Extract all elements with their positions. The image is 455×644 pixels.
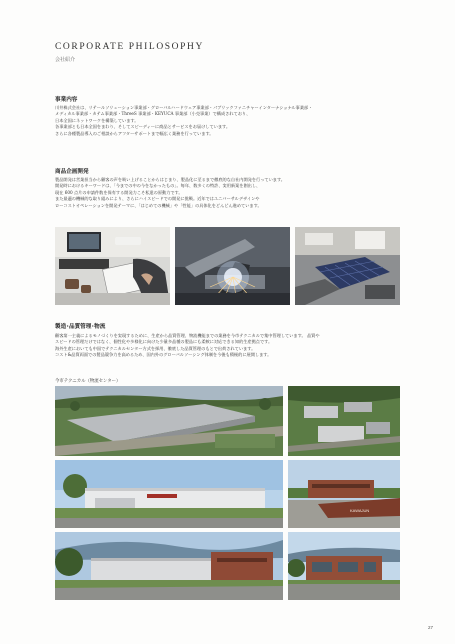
photo-caption: 今市テクニカル（物流センター） xyxy=(55,379,121,384)
section-body-product-development xyxy=(55,177,400,209)
photo-facility-aerial xyxy=(288,386,400,456)
section-heading-manufacturing: 製造･品質管理･物流 xyxy=(55,324,106,330)
body-line: さらに各種製品導入のご相談からアフターサポートまで幅広く業務を行っています。 xyxy=(55,130,214,136)
page-number: 27 xyxy=(428,625,434,630)
body-line: 顧客第一主義によるモノづくりを実現するために、生産から品質管理、物流機能までの業務を今市テクニカルで集中管理しています。 品質や xyxy=(55,333,320,338)
body-line: スピードの管理だけではなく、個性化や多様化に向けた少量多品種の製品にも柔軟に対応できる知的生産拠点です。 xyxy=(55,339,273,345)
photo-warehouse-front xyxy=(55,460,283,528)
body-line: 製品開発は営業担当から顧客の声を吸い上げることからはじまり、製品化に至るまで徹底的な自社内開発を行っています。 xyxy=(55,177,285,182)
photo-prototype-parts xyxy=(295,227,400,305)
body-line: コスト&品質両面での製品競争力を高めるため、国内外のグローバルソーシング体制を今後も積極的に展開します。 xyxy=(55,352,272,358)
photo-brick-building xyxy=(288,460,400,528)
photo-design-workspace xyxy=(55,227,170,305)
body-line: 日本全国にネットワークを構築しています。 xyxy=(55,117,139,123)
body-line: 開発時におけるキーワードは、「今までの中の今をなかったもの」。毎年、数多くの特許、実用新案を創出し、 xyxy=(55,183,261,189)
body-line: ローコストオペレーションを開発テーマに、「はじめての機械」や「性能」の具体化をどんどん進めています。 xyxy=(55,202,262,208)
photo-warehouse-side xyxy=(55,532,283,600)
body-line: メディカル事業部・カテム事業部・ThreeS 事業部・KEYUCA 事業部（小売事業）で構成されており、 xyxy=(55,111,251,117)
photo-welding xyxy=(175,227,290,305)
page-title: CORPORATE PHILOSOPHY xyxy=(55,42,204,52)
section-body-business xyxy=(55,105,400,137)
section-body-manufacturing xyxy=(55,333,400,359)
body-line: 海外生産においても中国でテクニカルセンター方式を採用、徹底した品質管理のもとで出荷されています。 xyxy=(55,345,256,351)
body-line: 各事業部とも日本全国をまわり、そしてスピーディーに商品とサービスをお届けしています。 xyxy=(55,124,231,130)
page-subtitle: 会社紹介 xyxy=(55,57,76,63)
photo-office-building xyxy=(288,532,400,600)
body-line: 川井株式会社は、リテールソリューション事業部・グローバルハードウェア事業部・パブリックファニチャーインターナショナル事業部・ xyxy=(55,105,313,110)
section-heading-business: 事業内容 xyxy=(55,97,78,103)
building-sign-logo: KAWAJUN xyxy=(350,508,370,513)
section-heading-product-development: 商品企画開発 xyxy=(55,169,89,175)
body-line: 現在 600 点片の申請件数を保有する開発力こそ私達の原動力です。 xyxy=(55,189,183,195)
body-line: また最適の機械的な取り組みにより、さらにハイスピードでの開発に挑戦。近年ではユニバーサルデザインや xyxy=(55,196,260,202)
photo-logistics-center-aerial xyxy=(55,386,283,456)
